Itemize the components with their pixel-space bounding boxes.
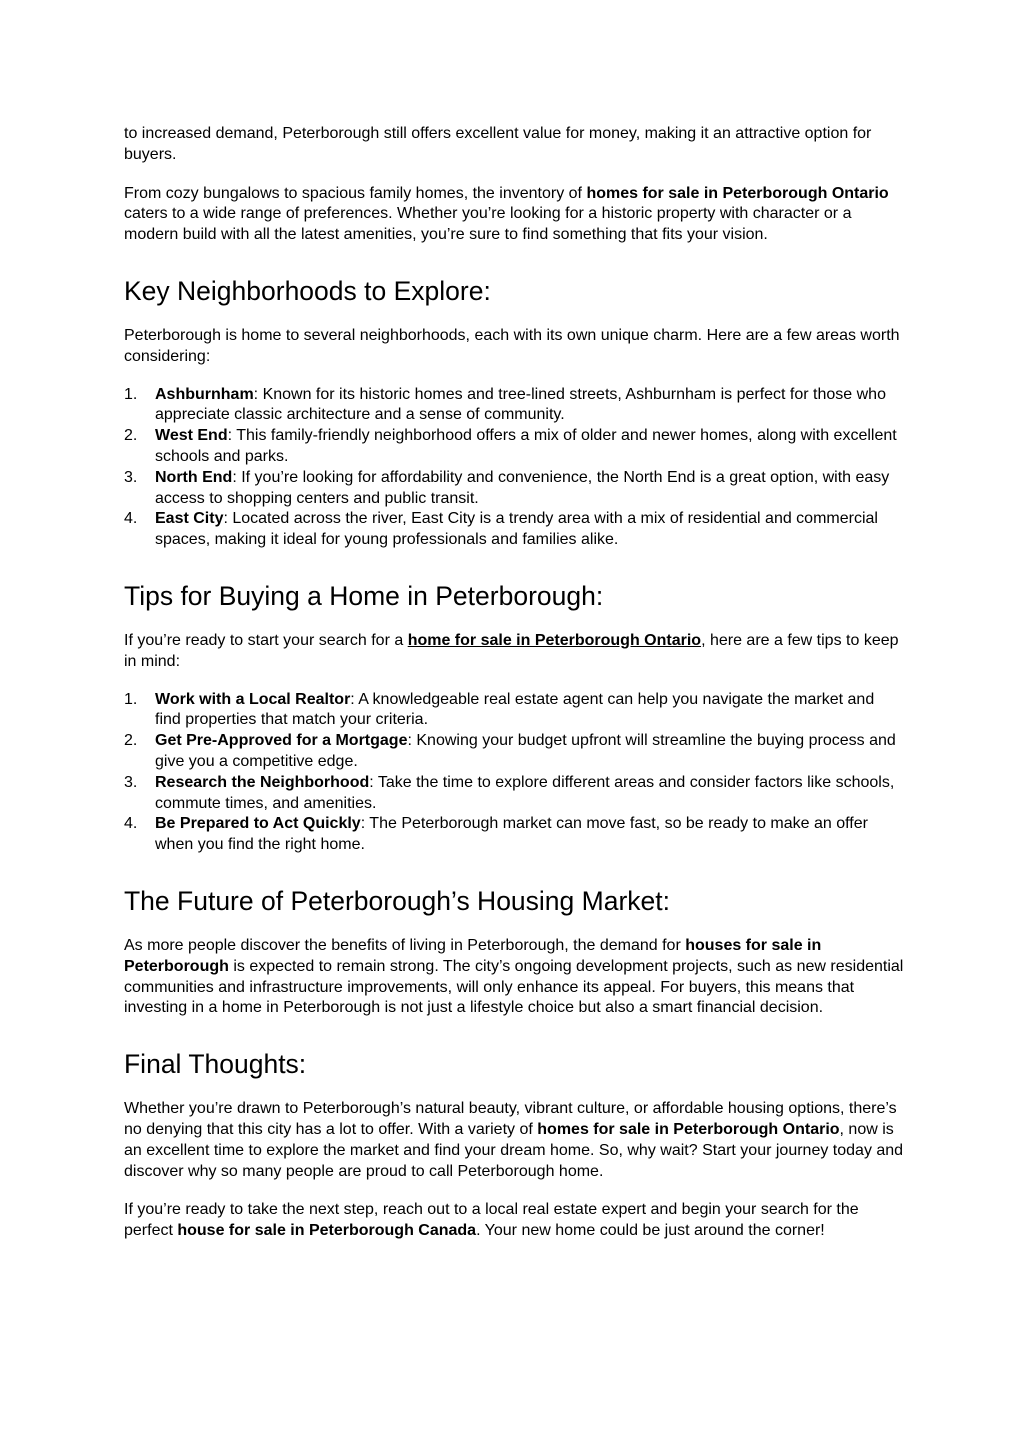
neighborhoods-list: [124, 385, 904, 551]
heading-neighborhoods: Key Neighborhoods to Explore:: [124, 275, 491, 306]
keyword-bold: house for sale in Peterborough Canada: [177, 1222, 477, 1240]
list-item: 2. West End: This family-friendly neighborhood offers a mix of older and newer homes, along with excellent schools and parks.: [124, 427, 897, 465]
keyword-bold: homes for sale in Peterborough Ontario: [586, 184, 889, 202]
list-item: 1. Ashburnham: Known for its historic homes and tree-lined streets, Ashburnham is perfect for those who appreciate classic architecture and a sense of community.: [124, 385, 886, 424]
final-paragraph-2: If you’re ready to take the next step, reach out to a local real estate expert and begin your search for the perfect house for sale in Peterborough Canada. Your new home could be just around the corner!: [124, 1201, 859, 1240]
keyword-bold: homes for sale in Peterborough Ontario: [537, 1120, 840, 1138]
heading-future: The Future of Peterborough’s Housing Market:: [124, 885, 670, 916]
list-item: 2. Get Pre-Approved for a Mortgage: Knowing your budget upfront will streamline the buying process and give you a competitive edge.: [124, 732, 896, 770]
intro-paragraph-2: From cozy bungalows to spacious family homes, the inventory of homes for sale in Peterborough Ontario caters to a wide range of preferences. Whether you’re looking for a historic property with character or a modern build with all the latest amenities, you’re sure to find something that fits your vision.: [124, 184, 889, 244]
tips-list: [124, 690, 904, 856]
heading-final-thoughts: Final Thoughts:: [124, 1049, 307, 1080]
future-paragraph: As more people discover the benefits of living in Peterborough, the demand for houses for sale in Peterborough is expected to remain strong. The city’s ongoing development projects, such as new residential communities and infrastructure improvements, will only enhance its appeal. For buyers, this means that investing in a home in Peterborough is not just a lifestyle choice but also a smart financial decision.: [124, 936, 904, 1017]
list-item: 3. Research the Neighborhood: Take the time to explore different areas and consider factors like schools, commute times, and amenities.: [124, 773, 895, 812]
intro-paragraph-1: to increased demand, Peterborough still offers excellent value for money, making it an attractive option for buyers.: [124, 125, 872, 163]
list-item: 4. East City: Located across the river, East City is a trendy area with a mix of residential and commercial spaces, making it ideal for young professionals and families alike.: [124, 510, 878, 549]
list-item: 4. Be Prepared to Act Quickly: The Peterborough market can move fast, so be ready to make an offer when you find the right home.: [124, 815, 868, 854]
list-item: 1. Work with a Local Realtor: A knowledgeable real estate agent can help you navigate the market and find properties that match your criteria.: [124, 690, 875, 729]
heading-tips: Tips for Buying a Home in Peterborough:: [124, 580, 604, 611]
neighborhoods-intro: Peterborough is home to several neighborhoods, each with its own unique charm. Here are a few areas worth considering:: [124, 326, 900, 365]
tips-intro: If you’re ready to start your search for a home for sale in Peterborough Ontario, here are a few tips to keep in mind:: [124, 631, 899, 670]
keyword-bold: houses for sale in Peterborough: [124, 936, 822, 975]
list-item: 3. North End: If you’re looking for affordability and convenience, the North End is a great option, with easy access to shopping centers and public transit.: [124, 468, 890, 507]
home-for-sale-link[interactable]: home for sale in Peterborough Ontario: [407, 631, 702, 649]
document-page: [124, 124, 904, 1242]
final-paragraph-1: Whether you’re drawn to Peterborough’s natural beauty, vibrant culture, or affordable housing options, there’s no denying that this city has a lot to offer. With a variety of homes for sale in Peterborough Ontario, now is an excellent time to explore the market and find your dream home. So, why wait? Start your journey today and discover why so many people are proud to call Peterborough home.: [124, 1100, 904, 1180]
